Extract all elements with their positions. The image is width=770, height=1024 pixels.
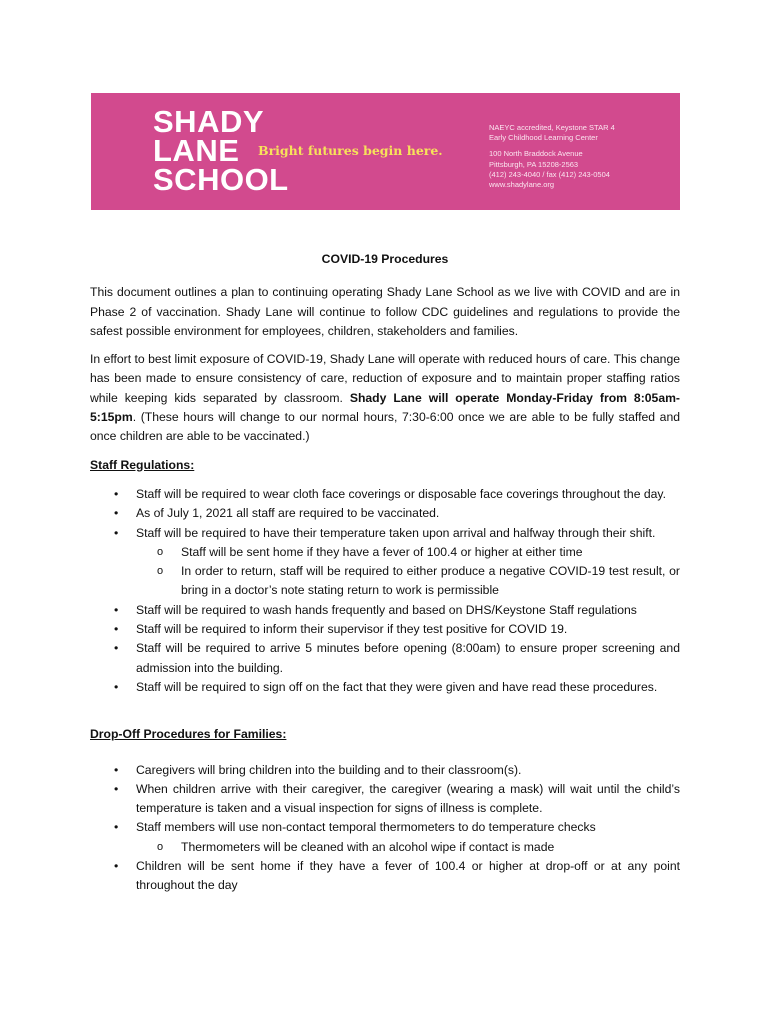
- tagline: Bright futures begin here.: [258, 143, 443, 158]
- document-body: [90, 250, 680, 896]
- list-item: • Staff will be required to arrive 5 minutes before opening (8:00am) to ensure proper screening and admission into the building.: [90, 639, 680, 678]
- logo-line-2: LANE: [153, 133, 240, 168]
- list-item: • Staff will be required to inform their supervisor if they test positive for COVID 19.: [90, 620, 680, 639]
- page-title: COVID-19 Procedures: [321, 252, 449, 266]
- staff-regulations-heading: Staff Regulations:: [90, 457, 195, 472]
- logo-line-1: SHADY: [153, 104, 265, 139]
- accreditation-line-2: Early Childhood Learning Center: [489, 133, 598, 143]
- staff-regulations-list: [90, 485, 680, 697]
- list-item: • Staff will be required to wear cloth face coverings or disposable face coverings throughout the day.: [90, 485, 680, 504]
- hours-paragraph: [90, 350, 680, 446]
- hours-paragraph-bold: Shady Lane will operate Monday-Friday from 8:05am-5:15pm: [90, 390, 680, 425]
- list-item: • Staff will be required to sign off on the fact that they were given and have read these procedures.: [90, 678, 680, 697]
- list-item: • Staff members will use non-contact temporal thermometers to do temperature checks: [90, 818, 680, 837]
- phone-fax: (412) 243-4040 / fax (412) 243-0504: [489, 169, 610, 179]
- list-item: • Staff will be required to have their temperature taken upon arrival and halfway through their shift.: [90, 524, 680, 543]
- hours-paragraph-end: . (These hours will change to our normal hours, 7:30-6:00 once we are able to be fully staffed and once children are able to be vaccinated.): [90, 410, 680, 444]
- sub-list-item: o Thermometers will be cleaned with an alcohol wipe if contact is made: [90, 838, 680, 857]
- letterhead-banner: [91, 93, 680, 210]
- sub-list-item: o Staff will be sent home if they have a fever of 100.4 or higher at either time: [90, 543, 680, 562]
- contact-info: [489, 123, 615, 190]
- list-item: • Caregivers will bring children into the building and to their classroom(s).: [90, 761, 680, 780]
- address-line-2: Pittsburgh, PA 15208-2563: [489, 159, 579, 169]
- hours-paragraph-start: In effort to best limit exposure of COVID-19, Shady Lane will operate with reduced hours of care. This change has been made to ensure consistency of care, reduction of exposure and to maintain proper staffing ratios while keeping kids separated by classroom.: [90, 352, 680, 405]
- intro-paragraph: This document outlines a plan to continuing operating Shady Lane School as we live with COVID and are in Phase 2 of vaccination. Shady Lane will continue to follow CDC guidelines and regulations to provide the safest possible environment for employees, children, stakeholders and families.: [90, 285, 680, 338]
- logo-line-3: SCHOOL: [153, 162, 289, 197]
- sub-list-item: o In order to return, staff will be required to either produce a negative COVID-19 test result, or bring in a doctor’s note stating return to work is permissible: [90, 562, 680, 601]
- website: www.shadylane.org: [489, 180, 555, 190]
- list-item: • Staff will be required to wash hands frequently and based on DHS/Keystone Staff regulations: [90, 601, 680, 620]
- dropoff-procedures-list: [90, 761, 680, 896]
- accreditation-line-1: NAEYC accredited, Keystone STAR 4: [489, 123, 615, 132]
- list-item: • Children will be sent home if they have a fever of 100.4 or higher at drop-off or at any point throughout the day: [90, 857, 680, 896]
- address-line-1: 100 North Braddock Avenue: [489, 149, 583, 159]
- list-item: • When children arrive with their caregiver, the caregiver (wearing a mask) will wait until the child’s temperature is taken and a visual inspection for signs of illness is complete.: [90, 780, 680, 819]
- dropoff-procedures-heading: Drop-Off Procedures for Families:: [90, 727, 287, 742]
- list-item: • As of July 1, 2021 all staff are required to be vaccinated.: [90, 504, 680, 523]
